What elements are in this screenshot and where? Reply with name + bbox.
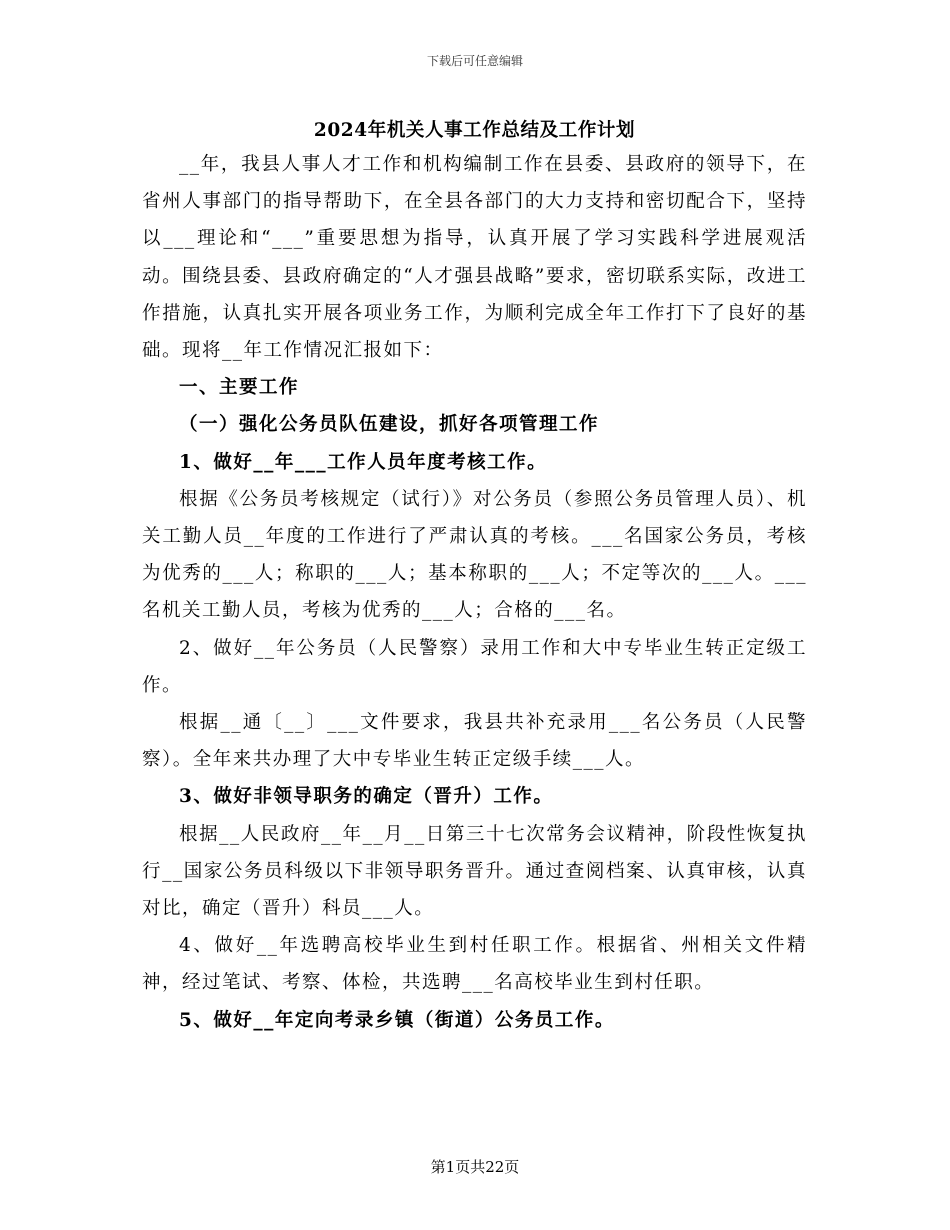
page-footer: 第1页共22页 (430, 1158, 520, 1176)
intro-paragraph: __年，我县人事人才工作和机构编制工作在县委、县政府的领导下，在省州人事部门的指导帮助下，在全县各部门的大力支持和密切配合下，坚持以___理论和“___”重要思想为指导，认真开展了学习实践科学进展观活动。围绕县委、县政府确定的“人才强县战略”要求，密切联系实际，改进工作措施，认真扎实开展各项业务工作，为顺利完成全年工作打下了良好的基础。现将__年工作情况汇报如下： (142, 154, 807, 362)
page-header: 下载后可任意编辑 (426, 54, 523, 68)
document-body (142, 146, 807, 1039)
item-heading-3: 3、做好非领导职务的确定（晋升）工作。 (179, 786, 554, 808)
item-heading-5: 5、做好__年定向考录乡镇（街道）公务员工作。 (179, 1009, 615, 1031)
section-heading-main-work: 一、主要工作 (179, 377, 300, 399)
item-heading-2: 2、做好__年公务员（人民警察）录用工作和大中专毕业生转正定级工作。 (142, 637, 807, 696)
subsection-heading-1: （一）强化公务员队伍建设，抓好各项管理工作 (179, 414, 600, 436)
item-paragraph-3: 根据__人民政府__年__月__日第三十七次常务会议精神，阶段性恢复执行__国家公务员科级以下非领导职务晋升。通过查阅档案、认真审核，认真对比，确定（晋升）科员___人。 (142, 823, 807, 920)
item-paragraph-2: 根据__通〔__〕___文件要求，我县共补充录用___名公务员（人民警察）。全年来共办理了大中专毕业生转正定级手续___人。 (142, 712, 807, 771)
item-heading-1: 1、做好__年___工作人员年度考核工作。 (179, 451, 548, 473)
document-title: 2024年机关人事工作总结及工作计划 (313, 120, 636, 141)
item-paragraph-4: 4、做好__年选聘高校毕业生到村任职工作。根据省、州相关文件精神，经过笔试、考察、体检，共选聘___名高校毕业生到村任职。 (142, 935, 807, 994)
item-paragraph-1: 根据《公务员考核规定（试行）》对公务员（参照公务员管理人员）、机关工勤人员__年度的工作进行了严肃认真的考核。___名国家公务员，考核为优秀的___人；称职的___人；基本称职的___人；不定等次的___人。___名机关工勤人员，考核为优秀的___人；合格的___名。 (142, 488, 807, 622)
